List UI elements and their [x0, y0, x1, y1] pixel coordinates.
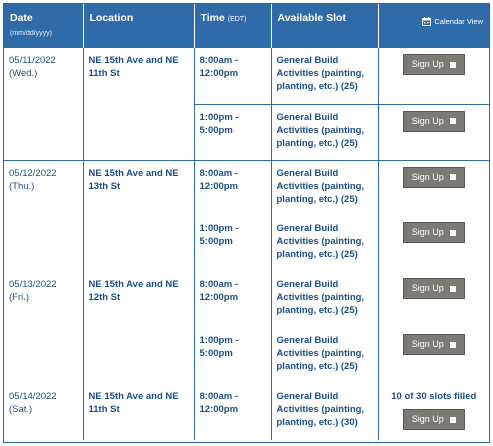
signup-table — [4, 4, 489, 440]
location-value: NE 15th Ave and NE 11th St — [88, 55, 179, 79]
column-header-date — [4, 4, 83, 48]
time-cell: 8:00am - 12:00pm — [194, 160, 271, 216]
slot-cell: General Build Activities (painting, planting, etc.) (25) — [271, 216, 378, 272]
location-value: NE 15th Ave and NE 11th St — [88, 391, 179, 415]
sign-up-button[interactable] — [403, 167, 465, 188]
sign-up-label: Sign Up — [411, 171, 444, 182]
sign-up-label: Sign Up — [411, 339, 444, 349]
action-cell — [378, 328, 489, 384]
table-row — [4, 160, 489, 216]
date-value: 05/14/2022 — [9, 391, 57, 402]
slot-cell: General Build Activities (painting, planting, etc.) (25) — [271, 272, 378, 328]
date-header-label: Date — [10, 12, 33, 24]
sign-up-label: Sign Up — [411, 115, 444, 126]
time-cell: 8:00am - 12:00pm — [194, 48, 271, 104]
action-cell — [378, 384, 489, 440]
column-header-slot — [271, 4, 378, 48]
location-cell — [83, 48, 194, 160]
weekday-value: (Thu.) — [9, 180, 35, 192]
table-row — [4, 48, 489, 104]
date-cell — [4, 48, 83, 160]
location-header-label: Location — [89, 12, 134, 24]
sign-up-button[interactable] — [403, 334, 465, 355]
checkbox-icon — [450, 174, 456, 180]
calendar-view-link[interactable] — [385, 17, 484, 26]
time-cell: 8:00am - 12:00pm — [194, 272, 271, 328]
time-cell: 8:00am - 12:00pm — [194, 384, 271, 440]
sign-up-button[interactable] — [403, 409, 465, 430]
location-cell — [83, 160, 194, 272]
date-value: 05/11/2022 — [9, 55, 56, 66]
sign-up-button[interactable] — [403, 222, 465, 243]
timezone-label: (EDT) — [227, 16, 247, 23]
checkbox-icon — [450, 62, 456, 68]
checkbox-icon — [450, 118, 456, 124]
date-value: 05/12/2022 — [9, 167, 57, 179]
time-cell: 1:00pm - 5:00pm — [194, 216, 271, 272]
slot-cell: General Build Activities (painting, planting, etc.) (25) — [271, 104, 378, 160]
column-header-actions — [378, 4, 489, 48]
slot-cell: General Build Activities (painting, planting, etc.) (30) — [271, 384, 378, 440]
sign-up-label: Sign Up — [411, 227, 444, 237]
checkbox-icon — [450, 342, 456, 348]
calendar-view-label: Calendar View — [434, 17, 483, 26]
sign-up-button[interactable] — [403, 278, 465, 299]
weekday-value: (Fri.) — [9, 292, 30, 303]
date-cell — [4, 384, 83, 440]
sign-up-button[interactable] — [403, 54, 465, 75]
sign-up-button[interactable] — [403, 111, 465, 132]
weekday-value: (Sat.) — [9, 404, 33, 415]
time-cell: 1:00pm - 5:00pm — [194, 328, 271, 384]
slot-cell: General Build Activities (painting, planting, etc.) (25) — [271, 328, 378, 384]
checkbox-icon — [450, 286, 456, 292]
location-cell — [83, 272, 194, 384]
sign-up-label: Sign Up — [411, 283, 444, 293]
date-cell — [4, 272, 83, 384]
table-row — [4, 384, 489, 440]
signup-table-frame — [3, 3, 490, 443]
slot-cell: General Build Activities (painting, planting, etc.) (25) — [271, 48, 378, 104]
date-value: 05/13/2022 — [9, 279, 57, 290]
time-header-label: Time — [200, 12, 225, 24]
checkbox-icon — [450, 417, 456, 423]
action-cell — [378, 272, 489, 328]
action-cell — [378, 48, 489, 104]
checkbox-icon — [450, 230, 456, 236]
location-value: NE 15th Ave and NE 13th St — [88, 167, 179, 192]
action-cell — [378, 104, 489, 160]
slot-cell: General Build Activities (painting, planting, etc.) (25) — [271, 160, 378, 216]
time-cell: 1:00pm - 5:00pm — [194, 104, 271, 160]
action-cell — [378, 216, 489, 272]
calendar-icon — [422, 17, 431, 26]
location-cell — [83, 384, 194, 440]
date-format-label: (mm/dd/yyyy) — [10, 30, 52, 37]
slot-header-label: Available Slot — [277, 12, 346, 24]
column-header-time — [194, 4, 271, 48]
slots-filled-status: 10 of 30 slots filled — [391, 391, 477, 402]
action-cell — [378, 160, 489, 216]
sign-up-label: Sign Up — [411, 59, 444, 69]
table-row — [4, 272, 489, 328]
weekday-value: (Wed.) — [9, 68, 38, 79]
table-header-row — [4, 4, 489, 48]
location-value: NE 15th Ave and NE 12th St — [88, 279, 179, 303]
column-header-location — [83, 4, 194, 48]
sign-up-label: Sign Up — [411, 414, 444, 424]
date-cell — [4, 160, 83, 272]
